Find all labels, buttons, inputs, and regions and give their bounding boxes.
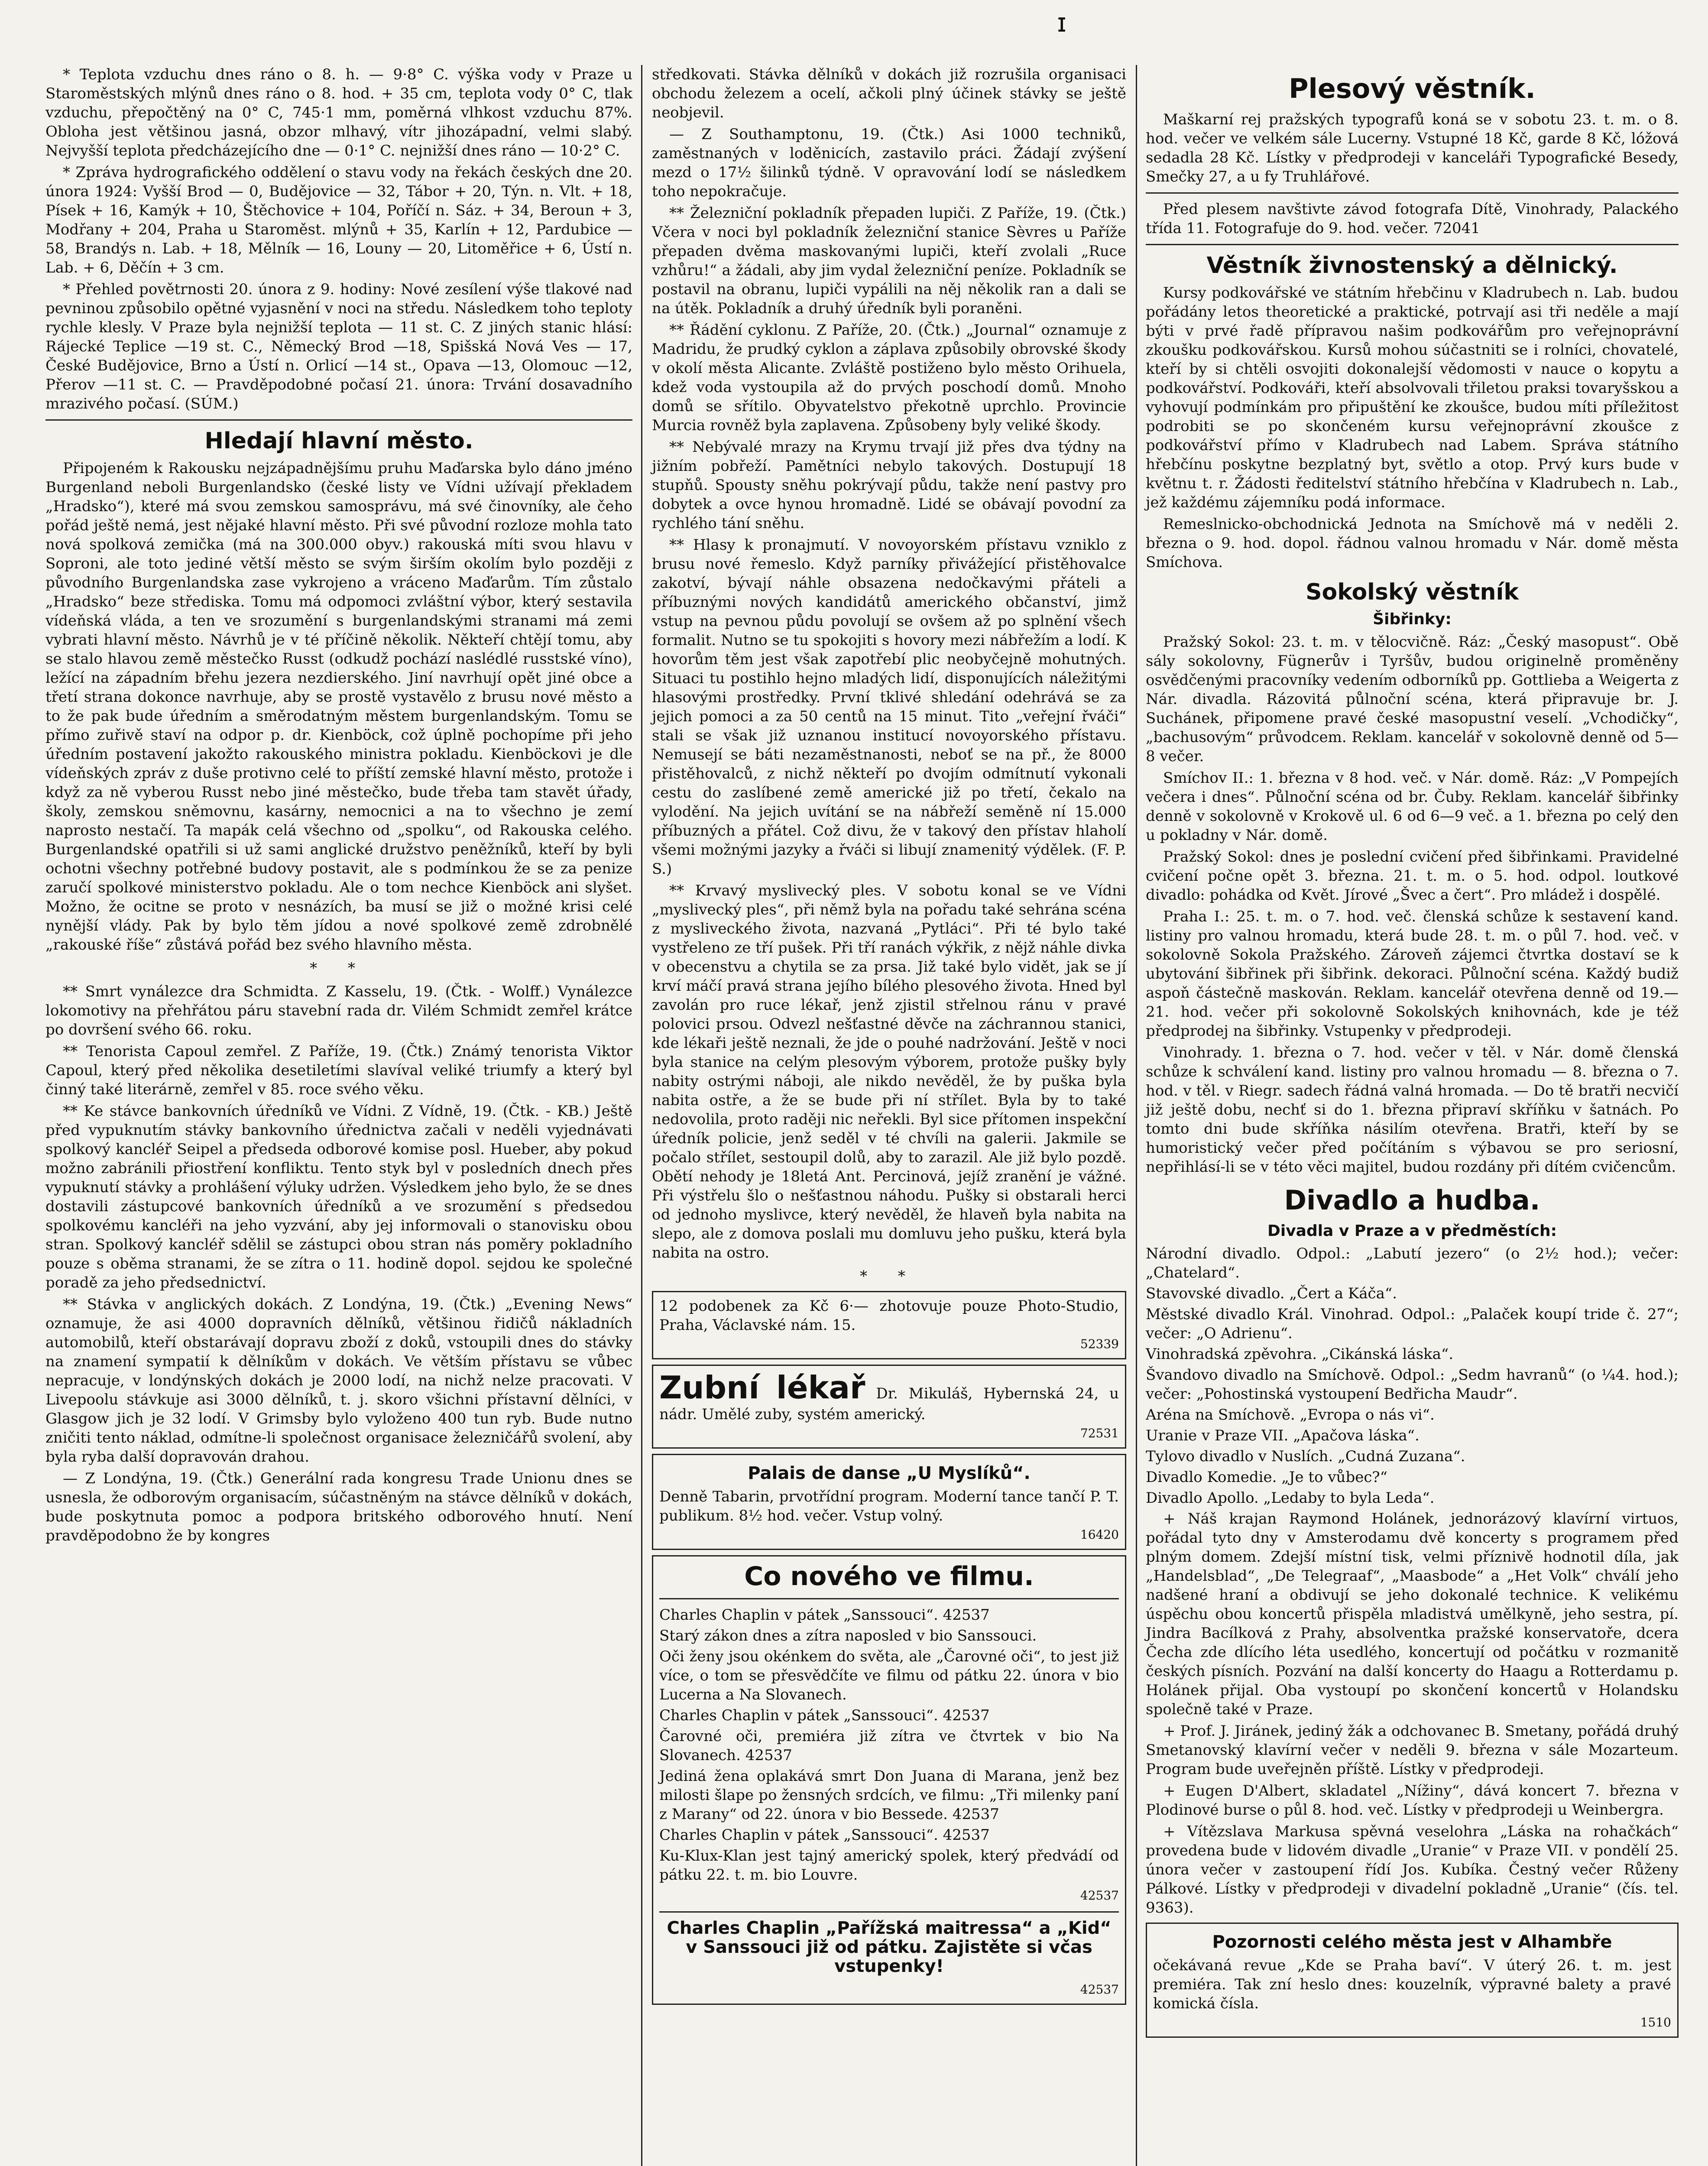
music-item: + Náš krajan Raymond Holánek, jednorázový klavírní virtuos, pořádal tyto dny v Amsterodamu dvě koncerty s programem před plným domem. Zdejší místní tisk, velmi příznivě hodnotil díla, jak „Handelsblad“, „De Telegraaf“, „Maasbode“ a „Het Volk“ chválí jeho nadšené hraní a obdivují se jeho dokonalé technice. K velikému úspěchu obou koncertů přispěla mladistvá umělkyně, jeho sestra, pí. Jindra Bacílková z Prahy, absolventka pražské konservatoře, dcera Čecha zde dlícího léta usedlého, koncertují od počátku v rozmanitě českých písních. Pozvání na další koncerty do Haagu a Rotterdamu p. Holánek přijal. Oba vystoupí po skončení koncertů v Holandsku společně také v Praze. — [1146, 1510, 1679, 1718]
article-headline: Hledají hlavní město. — [204, 428, 473, 454]
section-paragraph: Kursy podkovářské ve státním hřebčinu v Kladrubech n. Lab. budou pořádány letos theoretické a praktické, potrvají asi tři neděle a mají býti v prvé řadě přípravou našim podkovářům pro veřejnoprávní zkoušku podkovářskou. Kursů mohou súčastniti se i rolníci, chovatelé, kteří by si chtěli osvojiti dokonalejší vědomosti v nauce o kopytu a podkovářství. Podkováři, kteří absolvovali třiletou praksi tovaryšskou a vyhovují podmínkám pro připuštění ke zkoušce, budou míti příležitost podrobiti se po skončeném kursu veřejnoprávní zkoušce z podkovářství přímo v Kladrubech nad Labem. Správa státního hřebčínu poskytne bezplatný byt, světlo a otop. Prvý kurs bude v květnu t. r. Žádosti ředitelství státního hřebčína v Kladrubech n. Lab., jež každému zájemníku podá informace. — [1146, 284, 1679, 511]
ad-text: očekávaná revue „Kde se Praha baví“. V úterý 26. t. m. jest premiéra. Tak zní heslo dnes: kouzelník, výpravné balety a pravé komická čísla. — [1153, 1957, 1671, 2012]
section-headline: Sokolský věstník — [1306, 579, 1519, 605]
divider — [659, 1911, 1119, 1913]
section-paragraph: Pražský Sokol: dnes je poslední cvičení před šibřinkami. Pravidelné cvičení počne opět 3. března. 21. t. m. o 5. hod. odpol. loutkové divadlo: pohádka od Květ. Jírové „Švec a čert“. Pro mládež i dospělé. — [1146, 848, 1679, 904]
ad-text: Denně Tabarin, prvotřídní program. Moderní tance tančí P. T. publikum. 8½ hod. večer. Vstup volný. — [659, 1488, 1119, 1524]
ad-chaplin: Charles Chaplin „Pařížská maitressa“ a „Kid“ v Sanssouci již od pátku. Zajistěte si včas vstupenky! — [667, 1918, 1112, 1976]
theatre-item: Národní divadlo. Odpol.: „Labutí jezero“ (o 2½ hod.); večer: „Chatelard“. — [1146, 1245, 1679, 1281]
film-item: 42537 — [1080, 1888, 1119, 1903]
news-item: ** Ke stávce bankovních úředníků ve Vídni. Z Vídně, 19. (Čtk. - KB.) Ještě před vypuknutím stávky bankovního úřednictva začali v neděli vyjednávati spolkový kancléř Seipel a předseda odborové komise posl. Hueber, aby pokud možno zabránili přiostření konfliktu. Tento styk byl v posledních dnech přes vypuknutí stávky a prohlášení výluky udržen. Výsledkem jeho bylo, že se dnes dostavili zástupcové bankovních úředníků a ve srozumění s předsedou spolkovému kancléři na jeho vyzvání, aby jej informovali o stanovisku obou stran. Spolkový kancléř sdělil se zástupci obou stran nás poměry pokladního pouze s oběma stranami, že se zítra o 11. hodině dopol. sejdou ke společné poradě za jeho předsednictví. — [45, 1102, 632, 1291]
divider — [1146, 192, 1679, 194]
ad-text: Dr. Mikuláš, Hybernská 24, u nádr. Umělé zuby, systém americký. — [659, 1385, 1119, 1423]
theatre-item: Stavovské divadlo. „Čert a Káča“. — [1146, 1285, 1397, 1302]
film-item: Charles Chaplin v pátek „Sanssouci“. 42537 — [659, 1707, 990, 1724]
section-headline: Divadlo a hudba. — [1284, 1184, 1540, 1216]
film-item: Ku-Klux-Klan jest tajný americký spolek, který předvádí od pátku 22. t. m. bio Louvre. — [659, 1847, 1119, 1884]
star-separator: * * — [860, 1268, 918, 1285]
ad-title: Zubní lékař — [659, 1369, 865, 1406]
column-2 — [652, 65, 1126, 2010]
theatre-item: Uranie v Praze VII. „Apačova láska“. — [1146, 1427, 1420, 1444]
news-item: ** Smrt vynálezce dra Schmidta. Z Kasselu, 19. (Čtk. - Wolff.) Vynálezce lokomotivy na přehřátou páru stavební rada dr. Vilém Schmidt zemřel krátce po dovršení svého 66. roku. — [45, 983, 632, 1038]
ad-number: 52339 — [1080, 1337, 1119, 1351]
theatre-item: Tylovo divadlo v Nuslích. „Cudná Zuzana“. — [1146, 1448, 1465, 1465]
column-rule-1 — [641, 65, 642, 2166]
section-paragraph: Vinohrady. 1. března o 7. hod. večer v těl. v Nár. domě členská schůze k schválení kand. listiny pro valnou hromadu — 8. března o 7. hod. v těl. v Riegr. sadech řádná valná hromada. — Do tě bratři necvičí již ještě dobu, nechť si do 1. března připraví skříňku v šatnách. Po tomto dni bude skříňka násilím otevřena. Bratři, kteří by se humoristický večer před počítáním s výbavou se pro seriosní, nepřihlásí-li se v této věci majitel, budou rozdány při dítém cvičencům. — [1146, 1044, 1679, 1176]
divider — [1146, 244, 1679, 245]
hydro-report: * Zpráva hydrografického oddělení o stavu vody na řekách českých dne 20. února 1924: Vyšší Brod — 0, Budějovice — 32, Tábor + 20, Týn. n. Vlt. + 18, Písek + 16, Kamýk + 10, Štěchovice + 104, Poříčí n. Sáz. + 34, Beroun + 3, Modřany + 204, Praha u Staroměst. mlýnů + 35, Karlín + 12, Pardubice — 58, Brandýs n. Lab. + 18, Mělník — 16, Louny — 20, Litoměřice + 6, Ústí n. Lab. + 6, Děčín + 3 cm. — [45, 164, 632, 276]
ad-text: 12 podobenek za Kč 6·— zhotovuje pouze Photo-Studio, Praha, Václavské nám. 15. — [659, 1297, 1119, 1334]
news-item: ** Stávka v anglických dokách. Z Londýna, 19. (Čtk.) „Evening News“ oznamuje, že asi 4000 dopravních dělníků, většinou řidičů nákladních automobilů, kteří obstarávají dopravu zboží z doků, vstoupili dnes do stávky na znamení sympatií k dělníkům v dokách. Ve větším přístavu se vůbec nepracuje, v londýnských dokách je 2000 lodí, na nichž nelze pracovati. V Livepoolu stávkuje asi 3000 dělníků, t. j. skoro všichni přístavní dělníci, v Glasgow jich je 32 lodí. V Grimsby bylo vyloženo 400 tun ryb. Bude nutno zničiti tento náklad, odmítne-li společnost organisace železničářů svolení, aby byla ryba další dopravován drahou. — [45, 1296, 632, 1466]
ad-alhambra — [1146, 1923, 1679, 2038]
news-item: ** Hlasy k pronajmutí. V novoyorském přístavu vzniklo z brusu nové řemeslo. Když parníky přivážející přistěhovalce zakotví, bývají náhle obsazena nedočkavými přáteli a příbuznými nových kandidátů amerického občanství, jimž vstup na pevnou půdu povolují se ovšem až po splnění všech formalit. Nutno se tu spokojiti s hovory mezi nábřežím a lodí. K hovorům těm jest však zapotřebí plic neobyčejně mohutných. Situaci tu postihlo hejno mladých lidí, disponujících náležitými hlasovými prostředky. První tklivé shledání odehrává se za jejich pomoci a za 50 centů na 15 minut. Tito „veřejní řváči“ stali se však již uznanou institucí novoyorského přístavu. Nemusejí se báti nezaměstnanosti, neboť se na př., že 8000 přistěhovalců, z nichž někteří po dvojím odmítnutí vykonali cestu do zaslíbené země americké již po třetí, čekalo na vylodění. Na jejich uvítání se na nábřeží seměně ní 15.000 příbuzných a přátel. Což divu, že v takový den přístav hlaholí všemi možnými jazyky a řváči si libují znamenitý výdělek. (F. P. S.) — [652, 536, 1126, 878]
top-mark: ɪ — [1057, 8, 1067, 38]
section-subheadline: Šibřinky: — [1373, 610, 1452, 628]
section-paragraph: Pražský Sokol: 23. t. m. v tělocvičně. Ráz: „Český masopust“. Obě sály sokolovny, Fügnerův i Tyršův, budou originelně proměněny osvědčenými pracovníky vedením odborníků pp. Gottlieba a Weigerta z Nár. divadla. Rázovitá půlnoční scéna, která připravuje br. J. Suchánek, připomene pravé české masopustní veselí. „Vchodičky“, „bachusovým“ průvodcem. Reklam. kancelář v sokolovně denně od 5—8 večer. — [1146, 633, 1679, 765]
ad-photo-studio — [652, 1291, 1126, 1359]
film-item: Starý zákon dnes a zítra naposled v bio Sanssouci. — [659, 1627, 1037, 1644]
column-1 — [45, 65, 632, 1548]
ad-number: 42537 — [1080, 1982, 1119, 1997]
news-item: — Z Southamptonu, 19. (Čtk.) Asi 1000 techniků, zaměstnaných v loděnicích, zastavilo práci. Žádají zvýšení mezd o 17½ šilinků týdně. V opravování lodí se následkem toho nepokračuje. — [652, 126, 1126, 200]
theatre-item: Vinohradská zpěvohra. „Cikánská láska“. — [1146, 1346, 1454, 1363]
column-3 — [1146, 65, 1679, 2043]
section-paragraph: Praha I.: 25. t. m. o 7. hod. več. členská schůze k sestavení kand. listiny pro valnou hromadu, která bude 28. t. m. o půl 7. hod. več. v sokolovně Sokola Pražského. Zároveň zájemci čtvrtka dostaví se k ubytování šibřinek při šibřink. dekoraci. Půlnoční scéna. Každý budiž aspoň částečně maskován. Reklam. kancelář otevřena denně od 19.—21. hod. večer při sokolovně Sokolských knihovnách, kde je též předprodej na šibřinky. Vstupenky v předprodeji. — [1146, 908, 1679, 1040]
music-item: + Vítězslava Markusa spěvná veselohra „Láska na rohačkách“ provedena bude v lidovém divadle „Uranie“ v Praze VII. v pondělí 25. února večer v zastoupení řídí Jos. Kubíka. Čestný večer Růženy Pálkové. Lístky v předprodeji v divadelní pokladně „Uranie“ (čís. tel. 9363). — [1146, 1823, 1679, 1916]
ad-photographer: Před plesem navštivte závod fotografa Dítě, Vinohrady, Palackého třída 11. Fotografuje do 9. hod. večer. 72041 — [1146, 201, 1679, 237]
news-item: ** Krvavý myslivecký ples. V sobotu konal se ve Vídni „myslivecký ples“, při němž byla na pořadu také sehrána scéna z mysliveckého života, nazvaná „Pytláci“. Při té bylo také vystřeleno ze tří pušek. Při tří ranách výkřik, z nějž náhle divka v obecenstvu a chytila se za prsa. Již také bylo vidět, jak se jí krví máčí pravá strana jejího bílého plesového života. Hned byl zavolán pro ruce lékař, jenž zjistil střelnou ránu v pravé polovici prsou. Odvezl nešťastné děvče na záchrannou stanici, kde lékaři ještě neznali, že jde o pouhé nadržování. Ještě v noci byla stanice na celým plesovým výborem, protože pušky byly nabity ostrými náboji, ale nikdo nevěděl, že by puška byla nabita ostře, a že se bude při ní střílet. Byla by to také nedovolila, proto raději nic neřekli. Byl sice přítomen inspekční úředník policie, jenž seděl v té chvíli na galerii. Jakmile se počalo střílet, sestoupil dolů, aby to zarazil. Ale již bylo pozdě. Obětí nehody je 18letá Ant. Percinová, jejíž zranění je vážné. Při výstřelu šlo o nešťastnou náhodu. Pušky si obstarali herci od jednoho myslivce, který nevěděl, že hlaveň byla nabita na slepo, ale z domova poslali mu domluvu jeho pušku, která byla nabita na ostro. — [652, 882, 1126, 1261]
ad-palais — [652, 1454, 1126, 1550]
theatre-item: Švandovo divadlo na Smíchově. Odpol.: „Sedm havranů“ (o ¼4. hod.); večer: „Pohostinská vystoupení Bedřicha Maudr“. — [1146, 1366, 1679, 1403]
theatre-item: Městské divadlo Král. Vinohrad. Odpol.: „Palaček koupí tride č. 27“; večer: „O Adrienu“. — [1146, 1306, 1679, 1342]
ad-number: 72531 — [1080, 1426, 1119, 1440]
news-item: ** Nebývalé mrazy na Krymu trvají již přes dva týdny na jižním pobřeží. Pamětníci nebylo takových. Dostupují 18 stupňů. Spousty sněhu pokrývají půdu, takže není pastvy pro dobytek a ovce hynou hromadně. Lidé se obávají povodní za rychlého tání sněhu. — [652, 438, 1126, 532]
news-item: — Z Londýna, 19. (Čtk.) Generální rada kongresu Trade Unionu dnes se usnesla, že odborovým organisacím, súčastněným na stávce dělníků v dokách, bude poskytnuta pomoc a podpora britského odborového hnutí. Není pravděpodobno že by kongres — [45, 1470, 632, 1544]
news-continuation: středkovati. Stávka dělníků v dokách již rozrušila organisaci obchodu železem a ocelí, ačkoli plný účinek stávky se ještě neobjevil. — [652, 66, 1126, 121]
ad-title: Palais de danse „U Myslíků“. — [748, 1463, 1031, 1483]
music-item: + Eugen D'Albert, skladatel „Nížiny“, dává koncert 7. března v Plodinové burse o půl 8. hod. več. Lístky v předprodeji u Weinbergra. — [1146, 1782, 1679, 1819]
section-paragraph: Remeslnicko-obchodnická Jednota na Smíchově má v neděli 2. března o 9. hod. dopol. řádnou valnou hromadu v Nár. domě města Smíchova. — [1146, 516, 1679, 571]
divider — [45, 419, 632, 421]
theatre-item: Divadlo Komedie. „Je to vůbec?“ — [1146, 1469, 1387, 1486]
music-item: + Prof. J. Jiránek, jediný žák a odchovanec B. Smetany, pořádá druhý Smetanovský klavírní večer v neděli 9. března v sále Mozarteum. Program bude uveřejněn příště. Lístky v předprodeji. — [1146, 1722, 1679, 1778]
weather-outlook: * Přehled povětrnosti 20. února z 9. hodiny: Nové zesílení výše tlakové nad pevninou způsobilo opětné vyjasnění v noci na středu. Následkem toho teploty rychle klesly. V Praze byla nejnižší teplota — 11 st. C. Z jiných stanic hlásí: Rájecké Teplice —19 st. C., Německý Brod —18, Spišská Nová Ves — 17, České Budějovice, Brno a Ústí n. Orlicí —14 st., Opava —13, Olomouc —12, Přerov —11 st. C. — Pravděpodobné počasí 21. února: Trvání dosavadního mrazivého počasí. (SÚM.) — [45, 281, 632, 412]
film-item: Oči ženy jsou okénkem do světa, ale „Čarovné oči“, to jest již více, o tom se přesvědčíte ve filmu od pátku 22. února v bio Lucerna a Na Slovanech. — [659, 1648, 1119, 1703]
film-item: Čarovné oči, premiéra již zítra ve čtvrtek v bio Na Slovanech. 42537 — [659, 1728, 1119, 1764]
news-item: ** Tenorista Capoul zemřel. Z Paříže, 19. (Čtk.) Známý tenorista Viktor Capoul, který před několika desetiletími slavíval veliké triumfy a který byl činný také literárně, zemřel v 85. roce svého věku. — [45, 1043, 632, 1098]
section-headline: Co nového ve filmu. — [744, 1561, 1034, 1592]
divider — [659, 1598, 1119, 1599]
news-item: ** Železniční pokladník přepaden lupiči. Z Paříže, 19. (Čtk.) Včera v noci byl pokladník železniční stanice Sèvres u Paříže přepaden dvěma maskovanými lupiči, kteří zvolali „Ruce vzhůru!“ a žádali, aby jim vydal železniční peníze. Pokladník se postavil na obranu, lupiči vypálili na něj několik ran a dali se na útěk. Pokladník a druhý úředník byli poraněni. — [652, 204, 1126, 317]
section-paragraph: Maškarní rej pražských typografů koná se v sobotu 23. t. m. o 8. hod. večer ve velkém sále Lucerny. Vstupné 18 Kč, garde 8 Kč, lóžová sedadla 28 Kč. Lístky v předprodeji v kanceláři Typografické Besedy, Smečky 27, a u fy Truhlářové. — [1146, 111, 1679, 185]
column-rule-2 — [1136, 65, 1137, 2166]
section-subheadline: Divadla v Praze a v předměstích: — [1267, 1222, 1557, 1240]
section-headline: Plesový věstník. — [1289, 73, 1536, 104]
film-item: Jediná žena oplakává smrt Don Juana di Marana, jenž bez milosti šlape po žensných srdcích, ve filmu: „Tři milenky paní z Marany“ od 22. února v bio Bessede. 42537 — [659, 1767, 1119, 1823]
section-headline: Věstník živnostenský a dělnický. — [1206, 253, 1618, 279]
section-paragraph: Smíchov II.: 1. března v 8 hod. več. v Nár. domě. Ráz: „V Pompejích večera i dnes“. Půlnoční scéna od br. Čuby. Reklam. kancelář šibřinky denně v sokolovně v Krokově ul. 6 od 6—9 več. a 1. března po celý den u pokladny v Nár. domě. — [1146, 769, 1679, 844]
news-item: ** Řádění cyklonu. Z Paříže, 20. (Čtk.) „Journal“ oznamuje z Madridu, že prudký cyklon a záplava způsobily obrovské škody v okolí města Alicante. Zvláště postiženo bylo město Orihuela, kdež voda vystoupila až do prvých poschodí domů. Mnoho domů se sřítilo. Obyvatelstvo překotně uprchlo. Provincie Murcia rovněž byla zaplavena. Způsobeny byly veliké škody. — [652, 321, 1126, 434]
ad-number: 16420 — [1080, 1527, 1119, 1542]
theatre-item: Aréna na Smíchově. „Evropa o nás vi“. — [1146, 1406, 1435, 1423]
film-item: Charles Chaplin v pátek „Sanssouci“. 42537 — [659, 1606, 990, 1624]
ad-dentist — [652, 1365, 1126, 1449]
film-item: Charles Chaplin v pátek „Sanssouci“. 42537 — [659, 1826, 990, 1844]
theatre-item: Divadlo Apollo. „Ledaby to byla Leda“. — [1146, 1489, 1435, 1507]
ad-title: Pozornosti celého města jest v Alhambře — [1212, 1932, 1612, 1952]
article-paragraph: Připojeném k Rakousku nejzápadnějšímu pruhu Maďarska bylo dáno jméno Burgenland neboli Burgenlandsko (české listy ve Vídni užívají překladem „Hradsko“), které má svou zemskou samosprávu, má své činovníky, ale čeho pořád ještě nemá, jest nějaké hlavní město. Při své původní rozloze mohla tato nová spolková zemička (má na 300.000 obyv.) rakouská míti svou hlavu v Soproni, ale toto jediné větší město se svým širším okolím bylo později z původního Burgenlandska zase vykrojeno a vráceno Maďarům. Tím zůstalo „Hradsko“ beze střediska. Tomu má odpomoci zvláštní výbor, který sestavila vídeňská vláda, a ten ve srozumění s burgenlandskými stranami má zemi vybrati hlavní město. Návrhů je v té příčině několik. Někteří chtějí tomu, aby se stalo hlavou země městečko Russt (odkudž pochází naslédlé russtské víno), ležící na západním břehu jezera nezdierského. Jiní navrhují opět jiné obce a třetí strana dokonce navrhuje, aby se prostě vystavělo z brusu nové město a to že pak bude úředním a směrodatným městem burgenlandským. Tomu se přímo zuřivě staví na odpor p. dr. Kienböck, což úplně pochopíme při jeho úředním postavení jakožto rakouského ministra pokladu. Kienböckovi je dle vídeňských zpráv z duše protivno celé to příští zemské hlavní město, protože i když za ně vyberou Russt nebo jiné městečko, bude třeba tam stavět úřady, školy, zemskou sněmovnu, kasárny, nemocnici a na to všechno je zemí naprosto nestačí. Ta mapák celá všechno od „spolku“, od Rakouska celého. Burgenlandské opatřili si už sami anglické družstvo peněžníků, kteří by byli ochotni všechny potřebné budovy postavit, ale s podmínkou že se za penize zaručí spolkové ministerstvo pokladu. Ale o tom nechce Kienböck ani slyšet. Možno, že ocitne se proto v nesnázích, ba musí se již o možné krisi celé nynější vlády. Pak by bylo těm jídou a nové spolkové země zdrobnělé „rakouské říše“ zůstává pořád bez svého hlavního města. — [45, 460, 632, 953]
ad-number: 1510 — [1640, 2015, 1671, 2030]
film-section — [652, 1555, 1126, 2005]
weather-report: * Teplota vzduchu dnes ráno o 8. h. — 9·8° C. výška vody v Praze u Staroměstských mlýnů dnes ráno o 8. hod. + 35 cm, teplota vody 0° C, tlak vzduchu, přepočtěný na 0° C, 745·1 mm, poměrná vlhkost vzduchu 87%. Obloha jest většinou jasná, obzor mlhavý, vítr jihozápadní, velmi slabý. Nejvyšší teplota předcházejícího dne — 0·1° C. nejnižší dnes ráno — 10·2° C. — [45, 66, 632, 159]
star-separator: * * — [310, 960, 368, 977]
